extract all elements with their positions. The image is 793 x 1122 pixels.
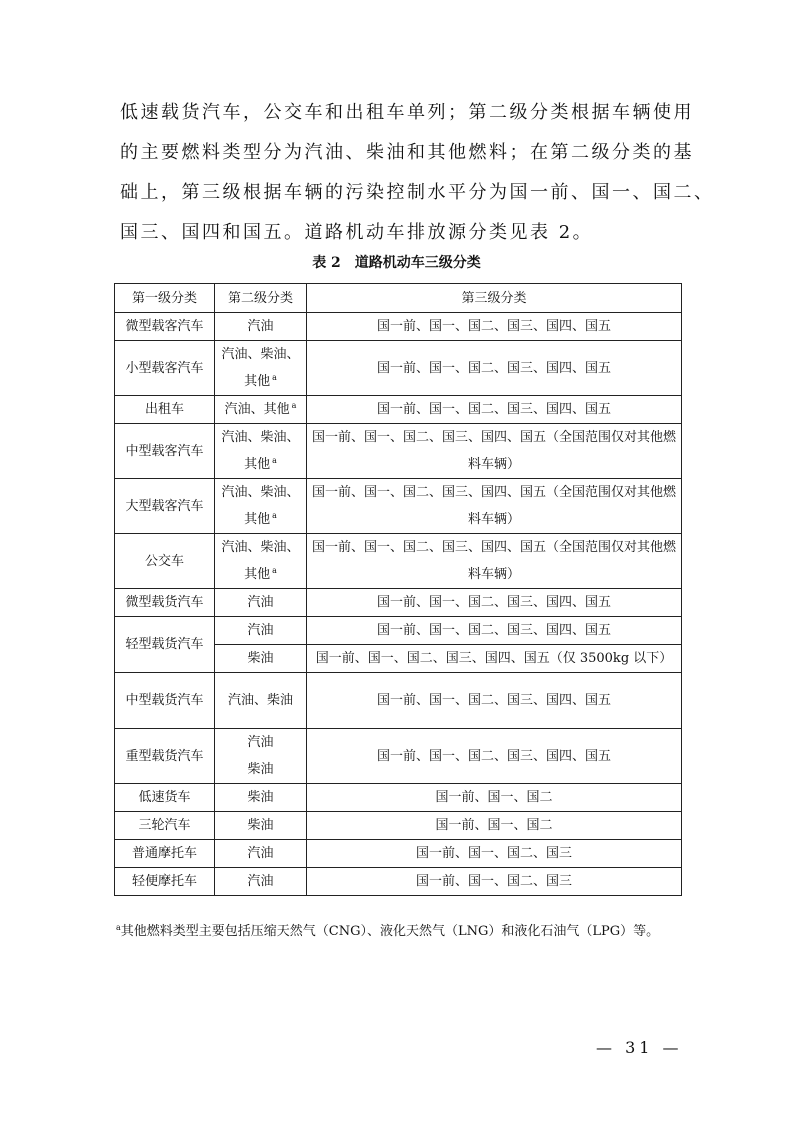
cell-level-1: 微型载客汽车 [115,313,215,341]
cell-level-2: 汽油、柴油、其他 $^a$ [215,534,307,589]
table-footnote [114,918,684,946]
cell-level-2: 汽油、其他 $^a$ [215,396,307,424]
body-line: 础上，第三级根据车辆的污染控制水平分为国一前、国一、国二、 [120,182,715,203]
cell-level-2: 汽油、柴油、其他 $^a$ [215,479,307,534]
table-row [115,617,682,645]
classification-table [114,283,682,896]
cell-level-1: 重型载货汽车 [115,729,215,784]
footnote-marker: a [272,510,277,520]
cell-level-2: 汽油 [215,313,307,341]
cell-level-2: 柴油 [215,812,307,840]
cell-level-1: 公交车 [115,534,215,589]
table-row [115,534,682,589]
cell-level-3: 国一前、国一、国二 [307,784,682,812]
cell-level-3: 国一前、国一、国二、国三、国四、国五（全国范围仅对其他燃料车辆） [307,424,682,479]
cell-level-1: 小型载客汽车 [115,341,215,396]
cell-level-2: 汽油 [215,868,307,896]
cell-level-2: 汽油、柴油、其他 $^a$ [215,341,307,396]
cell-level-2: 汽油 [215,840,307,868]
cell-level-3: 国一前、国一、国二 [307,812,682,840]
cell-level-1: 出租车 [115,396,215,424]
cell-level-3: 国一前、国一、国二、国三 [307,840,682,868]
footnote-marker: a [272,455,277,465]
header-level-2: 第二级分类 [215,284,307,313]
footnote-marker: a [272,565,277,575]
table-row [115,313,682,341]
cell-level-3: 国一前、国一、国二、国三、国四、国五（全国范围仅对其他燃料车辆） [307,479,682,534]
table-row [115,840,682,868]
cell-level-3: 国一前、国一、国二、国三、国四、国五（仅 3500kg 以下） [307,645,682,673]
body-line: 国三、国四和国五。道路机动车排放源分类见表 2。 [120,222,594,243]
cell-level-1: 微型载货汽车 [115,589,215,617]
body-line: 的主要燃料类型分为汽油、柴油和其他燃料；在第二级分类的基 [120,142,694,163]
cell-level-2: 汽油、柴油、其他 $^a$ [215,424,307,479]
cell-level-2: 汽油、柴油 [215,673,307,729]
cell-level-3: 国一前、国一、国二、国三、国四、国五 [307,729,682,784]
table-row [115,589,682,617]
cell-level-3: 国一前、国一、国二、国三 [307,868,682,896]
table-row [115,424,682,479]
header-level-1: 第一级分类 [115,284,215,313]
cell-level-3: 国一前、国一、国二、国三、国四、国五 [307,589,682,617]
cell-level-2: 柴油 [215,784,307,812]
cell-level-1: 轻便摩托车 [115,868,215,896]
body-line: 低速载货汽车，公交车和出租车单列；第二级分类根据车辆使用 [120,102,694,123]
table-row [115,673,682,729]
cell-level-2: 汽油 柴油 [215,729,307,784]
table-row [115,729,682,784]
cell-level-3: 国一前、国一、国二、国三、国四、国五 [307,313,682,341]
cell-level-3: 国一前、国一、国二、国三、国四、国五 [307,617,682,645]
cell-level-3: 国一前、国一、国二、国三、国四、国五 [307,341,682,396]
cell-level-1: 大型载客汽车 [115,479,215,534]
cell-level-1: 三轮汽车 [115,812,215,840]
cell-level-1: 轻型载货汽车 [115,617,215,673]
cell-level-1: 普通摩托车 [115,840,215,868]
table-header-row [115,284,682,313]
cell-level-2: 汽油 [215,617,307,645]
cell-level-2: 柴油 [215,645,307,673]
footnote-marker: a [116,922,121,932]
cell-level-1: 中型载客汽车 [115,424,215,479]
table-caption: 表 2 道路机动车三级分类 [312,255,481,271]
cell-level-2: 汽油 [215,589,307,617]
cell-level-3: 国一前、国一、国二、国三、国四、国五 [307,396,682,424]
table-row [115,341,682,396]
table-row [115,396,682,424]
table-row [115,812,682,840]
table-row [115,479,682,534]
page-number: — 31 — [596,1038,683,1057]
table-row [115,868,682,896]
cell-level-3: 国一前、国一、国二、国三、国四、国五 [307,673,682,729]
table-row [115,784,682,812]
footnote-text: 其他燃料类型主要包括压缩天然气（CNG）、液化天然气（LNG）和液化石油气（LPG）等。 [120,924,660,939]
cell-level-3: 国一前、国一、国二、国三、国四、国五（全国范围仅对其他燃料车辆） [307,534,682,589]
footnote-marker: a [291,400,297,410]
cell-level-1: 中型载货汽车 [115,673,215,729]
body-paragraph [120,93,715,253]
cell-level-1: 低速货车 [115,784,215,812]
footnote-marker: a [272,372,277,382]
header-level-3: 第三级分类 [307,284,682,313]
